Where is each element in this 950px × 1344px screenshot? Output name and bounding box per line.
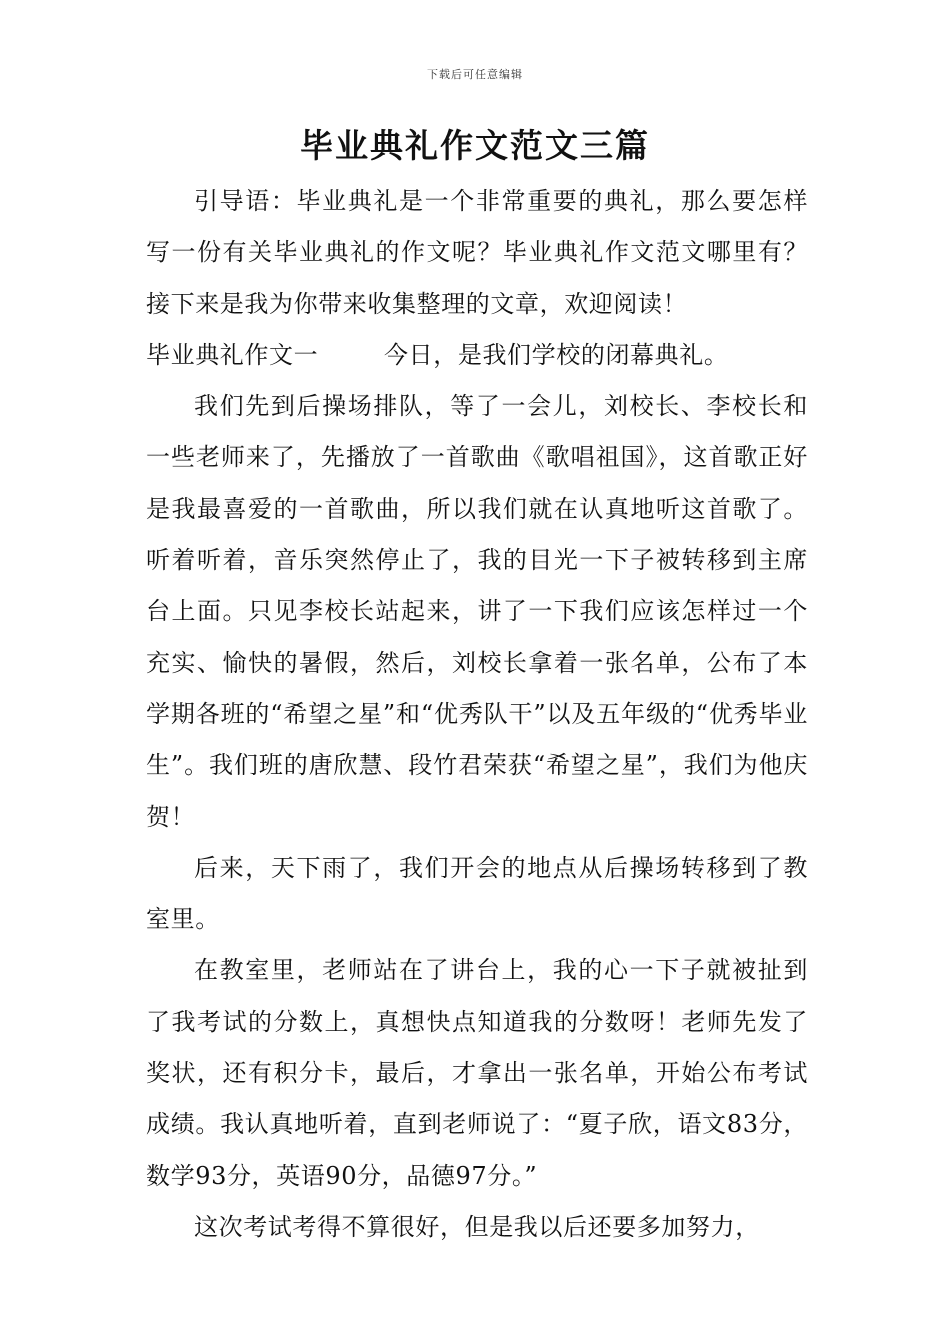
essay-one-heading-line [146, 330, 808, 381]
intro-paragraph: 引导语：毕业典礼是一个非常重要的典礼，那么要怎样写一份有关毕业典礼的作文呢？毕业典礼作文范文哪里有？接下来是我为你带来收集整理的文章，欢迎阅读！ [146, 187, 808, 318]
essay-one-opening: 今日，是我们学校的闭幕典礼。 [384, 340, 729, 369]
body-paragraph: 这次考试考得不算很好，但是我以后还要多加努力， [194, 1212, 760, 1241]
essay-one-heading: 毕业典礼作文一 [146, 340, 319, 369]
page-header-note: 下载后可任意编辑 [427, 68, 523, 81]
body-paragraph: 我们先到后操场排队，等了一会儿，刘校长、李校长和一些老师来了，先播放了一首歌曲《歌唱祖国》，这首歌正好是我最喜爱的一首歌曲，所以我们就在认真地听这首歌了。听着听着，音乐突然停止了，我的目光一下子被转移到主席台上面。只见李校长站起来，讲了一下我们应该怎样过一个充实、愉快的暑假，然后，刘校长拿着一张名单，公布了本学期各班的“希望之星”和“优秀队干”以及五年级的“优秀毕业生”。我们班的唐欣慧、段竹君荣获“希望之星”，我们为他庆贺！ [146, 392, 808, 831]
document-body [146, 176, 808, 1253]
document-title: 毕业典礼作文范文三篇 [300, 126, 650, 165]
body-paragraph: 后来，天下雨了，我们开会的地点从后操场转移到了教室里。 [146, 853, 808, 934]
body-paragraph: 在教室里，老师站在了讲台上，我的心一下子就被扯到了我考试的分数上，真想快点知道我的分数呀！老师先发了奖状，还有积分卡，最后，才拿出一张名单，开始公布考试成绩。我认真地听着，直到老师说了：“夏子欣，语文83分，数学93分，英语90分，品德97分。” [146, 956, 808, 1190]
